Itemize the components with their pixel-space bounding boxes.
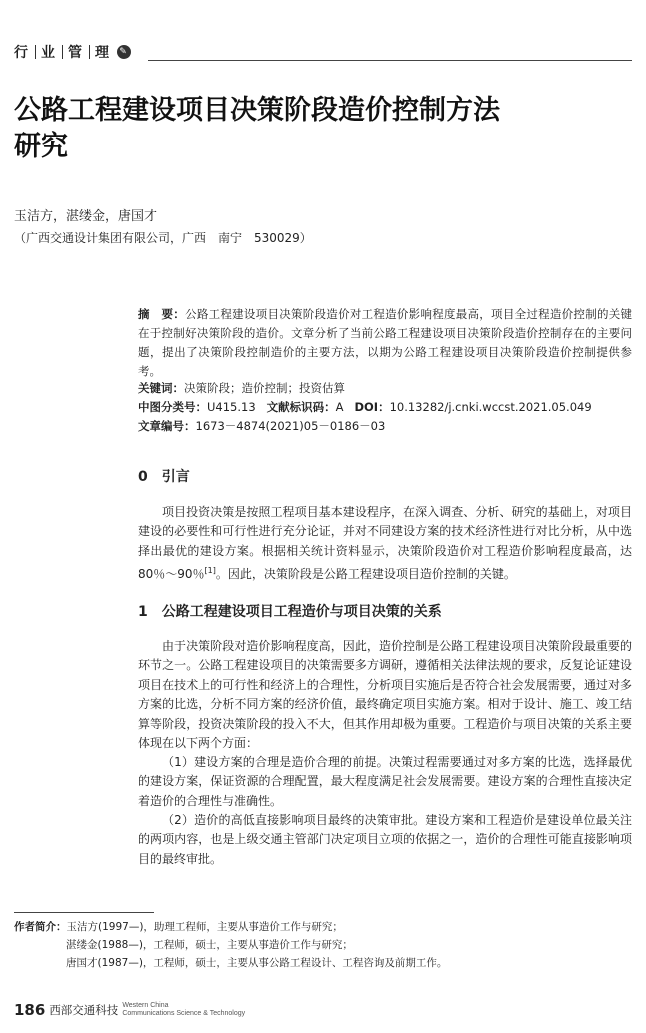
journal-name: 西部交通科技 (49, 1003, 119, 1017)
section-divider (89, 45, 90, 59)
doi-value: 10.13282/j.cnki.wccst.2021.05.049 (389, 400, 592, 414)
doc-code-label: 文献标识码： (266, 400, 336, 414)
section-divider (35, 45, 36, 59)
affiliation: （广西交通设计集团有限公司，广西 南宁 530029） (14, 231, 312, 245)
article-number-label: 文章编号： (138, 419, 196, 433)
author-bio-label: 作者简介： (14, 921, 67, 933)
doc-code-value: A (335, 400, 344, 414)
section-tag (14, 42, 131, 62)
title-line: 研究 (14, 131, 68, 162)
paragraph: （2）造价的高低直接影响项目最终的决策审批。建设方案和工程造价是建设单位最关注的两项内容，也是上级交通主管部门决定项目立项的依据之一，造价的合理性可能直接影响项目的最终审批。 (138, 813, 632, 866)
abstract (138, 305, 632, 381)
section-char: 业 (41, 45, 57, 61)
article-number-value: 1673－4874(2021)05－0186－03 (195, 419, 386, 433)
article-number (138, 417, 385, 436)
clc-label: 中图分类号： (138, 400, 207, 414)
abstract-label: 摘 要： (138, 307, 186, 321)
title-line: 公路工程建设项目决策阶段造价控制方法 (14, 95, 500, 126)
page-number: 186 (14, 1001, 46, 1019)
abstract-text: 公路工程建设项目决策阶段造价对工程造价影响程度最高，项目全过程造价控制的关键在于控制好决策阶段的造价。文章分析了当前公路工程建设项目决策阶段造价控制存在的主要问题，提出了决策阶段控制造价的主要方法，以期为公路工程建设项目决策阶段造价控制提供参考。 (138, 307, 633, 378)
author-bio-line: 唐国才(1987—)，工程师，硕士，主要从事公路工程设计、工程咨询及前期工作。 (66, 957, 448, 969)
clc-value: U415.13 (207, 400, 256, 414)
paper-title (14, 93, 614, 165)
pen-icon: ✎ (117, 45, 131, 59)
author-bio-line: 湛缕金(1988—)，工程师，硕士，主要从事造价工作与研究； (66, 939, 353, 951)
keywords-label: 关键词： (138, 381, 184, 395)
section-divider (62, 45, 63, 59)
paragraph: （1）建设方案的合理是造价合理的前提。决策过程需要通过对多方案的比选，选择最优的建设方案，保证资源的合理配置，最大程度满足社会发展需要。建设方案的合理性直接决定着造价的合理性与准确性。 (138, 755, 632, 808)
author-bio (14, 918, 343, 936)
page-footer (14, 1001, 245, 1019)
paragraph (138, 503, 632, 585)
keywords (138, 379, 345, 398)
header-rule (148, 60, 632, 61)
footnote-rule (14, 912, 154, 913)
section-char: 管 (68, 45, 84, 61)
paragraph-text: 项目投资决策是按照工程项目基本建设程序，在深入调查、分析、研究的基础上，对项目建设的必要性和可行性进行充分论证，并对不同建设方案的技术经济性进行对比分析，从中选择出最优的建设方案。根据相关统计资料显示，决策阶段造价对工程造价影响程度最高，达 80％～90％ (138, 505, 632, 582)
paragraph-text: 。因此，决策阶段是公路工程建设项目造价控制的关键。 (215, 567, 516, 582)
classification (138, 398, 592, 417)
journal-name-en-line: Western China (122, 1002, 169, 1009)
journal-name-en-line: Communications Science & Technology (122, 1010, 246, 1017)
paragraph: 由于决策阶段对造价影响程度高，因此，造价控制是公路工程建设项目决策阶段最重要的环节之一。公路工程建设项目的决策需要多方调研，遵循相关法律法规的要求，反复论证建设项目在技术上的可行性和经济上的合理性，分析项目实施后是否符合社会发展需要，通过对多方案的比选，分析不同方案的经济价值，最终确定项目实施方案。相对于设计、施工、竣工结算等阶段，投资决策阶段的投入不大，但其作用却极为重要。工程造价与项目决策的关系主要体现在以下两个方面： (138, 639, 632, 751)
section-char: 行 (14, 45, 30, 61)
journal-name-en (122, 1002, 245, 1018)
citation: [1] (204, 566, 216, 576)
section-heading: 1 公路工程建设项目工程造价与项目决策的关系 (138, 604, 442, 620)
section-char: 理 (95, 45, 111, 61)
keywords-text: 决策阶段；造价控制；投资估算 (184, 381, 345, 395)
doi-label: DOI： (354, 400, 390, 414)
section-heading: 0 引言 (138, 469, 190, 485)
author-bio-line: 玉洁方(1997—)，助理工程师，主要从事造价工作与研究； (66, 921, 343, 933)
authors: 玉洁方，湛缕金，唐国才 (14, 209, 158, 224)
